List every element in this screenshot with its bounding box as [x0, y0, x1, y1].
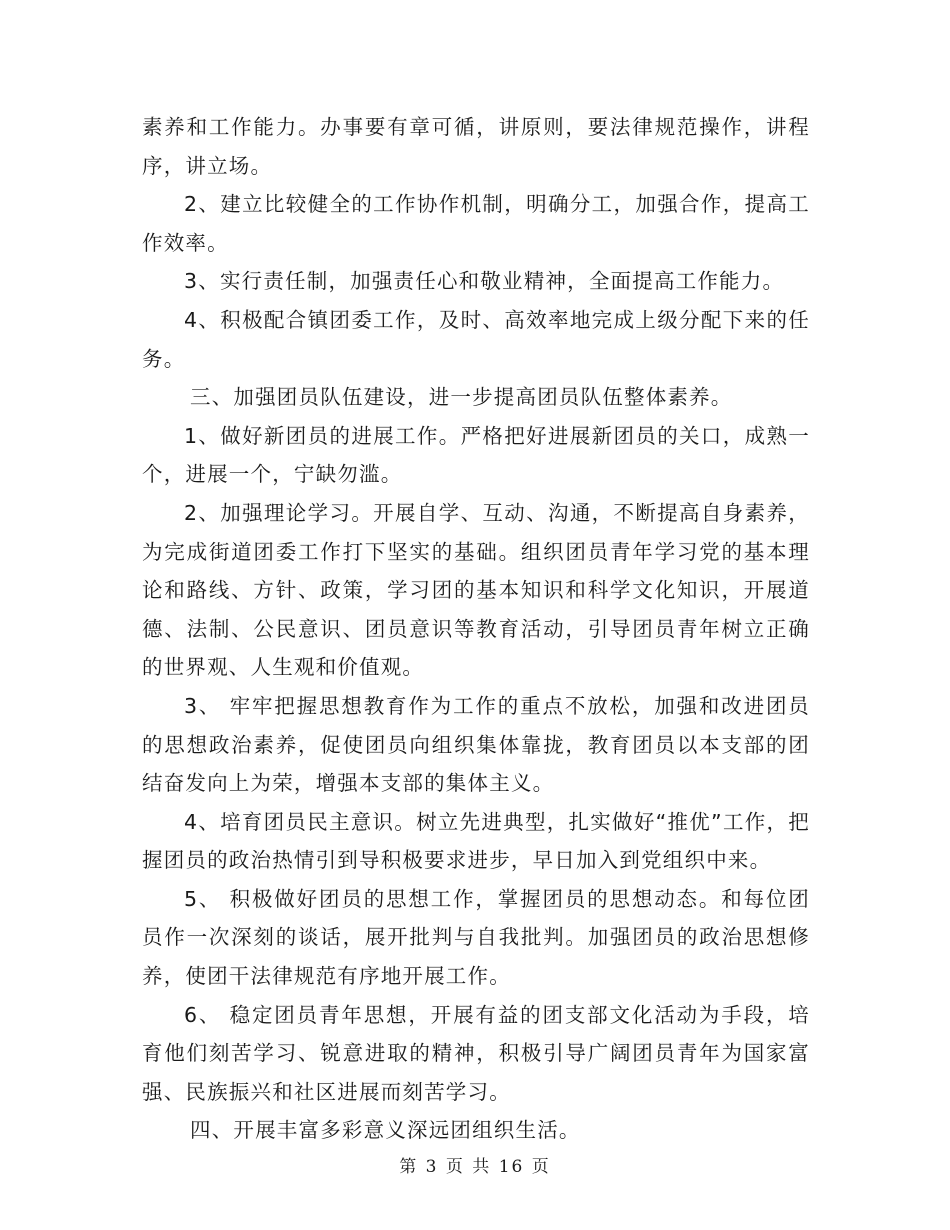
paragraph-continuation: 素养和工作能力。办事要有章可循，讲原则，要法律规范操作，讲程序，讲立场。	[142, 115, 810, 178]
document-body	[142, 108, 810, 1150]
list-item: 2、加强理论学习。开展自学、互动、沟通，不断提高自身素养，为完成街道团委工作打下坚实的基础。组织团员青年学习党的基本理论和路线、方针、政策，学习团的基本知识和科学文化知识，开展道德、法制、公民意识、团员意识等教育活动，引导团员青年树立正确的世界观、人生观和价值观。	[142, 500, 810, 680]
list-item: 2、建立比较健全的工作协作机制，明确分工，加强合作，提高工作效率。	[142, 192, 810, 255]
list-item: 3、 牢牢把握思想教育作为工作的重点不放松，加强和改进团员的思想政治素养，促使团员向组织集体靠拢，教育团员以本支部的团结奋发向上为荣，增强本支部的集体主义。	[142, 693, 810, 796]
section-heading: 三、加强团员队伍建设，进一步提高团员队伍整体素养。	[190, 385, 733, 410]
list-item: 1、做好新团员的进展工作。严格把好进展新团员的关口，成熟一个，进展一个，宁缺勿滥。	[142, 423, 810, 487]
list-item: 4、积极配合镇团委工作，及时、高效率地完成上级分配下来的任务。	[142, 307, 810, 371]
section-heading: 四、开展丰富多彩意义深远团组织生活。	[190, 1118, 581, 1143]
list-item: 3、实行责任制，加强责任心和敬业精神，全面提高工作能力。	[184, 269, 785, 294]
list-item: 4、培育团员民主意识。树立先进典型，扎实做好“推优”工作，把握团员的政治热情引到导积极要求进步，早日加入到党组织中来。	[142, 809, 810, 873]
page-number-footer: 第 3 页 共 16 页	[399, 1157, 551, 1177]
list-item: 5、 积极做好团员的思想工作，掌握团员的思想动态。和每位团员作一次深刻的谈话，展开批判与自我批判。加强团员的政治思想修养，使团干法律规范有序地开展工作。	[142, 886, 810, 989]
list-item: 6、 稳定团员青年思想，开展有益的团支部文化活动为手段，培育他们刻苦学习、锐意进取的精神，积极引导广阔团员青年为国家富强、民族振兴和社区进展而刻苦学习。	[142, 1002, 810, 1104]
